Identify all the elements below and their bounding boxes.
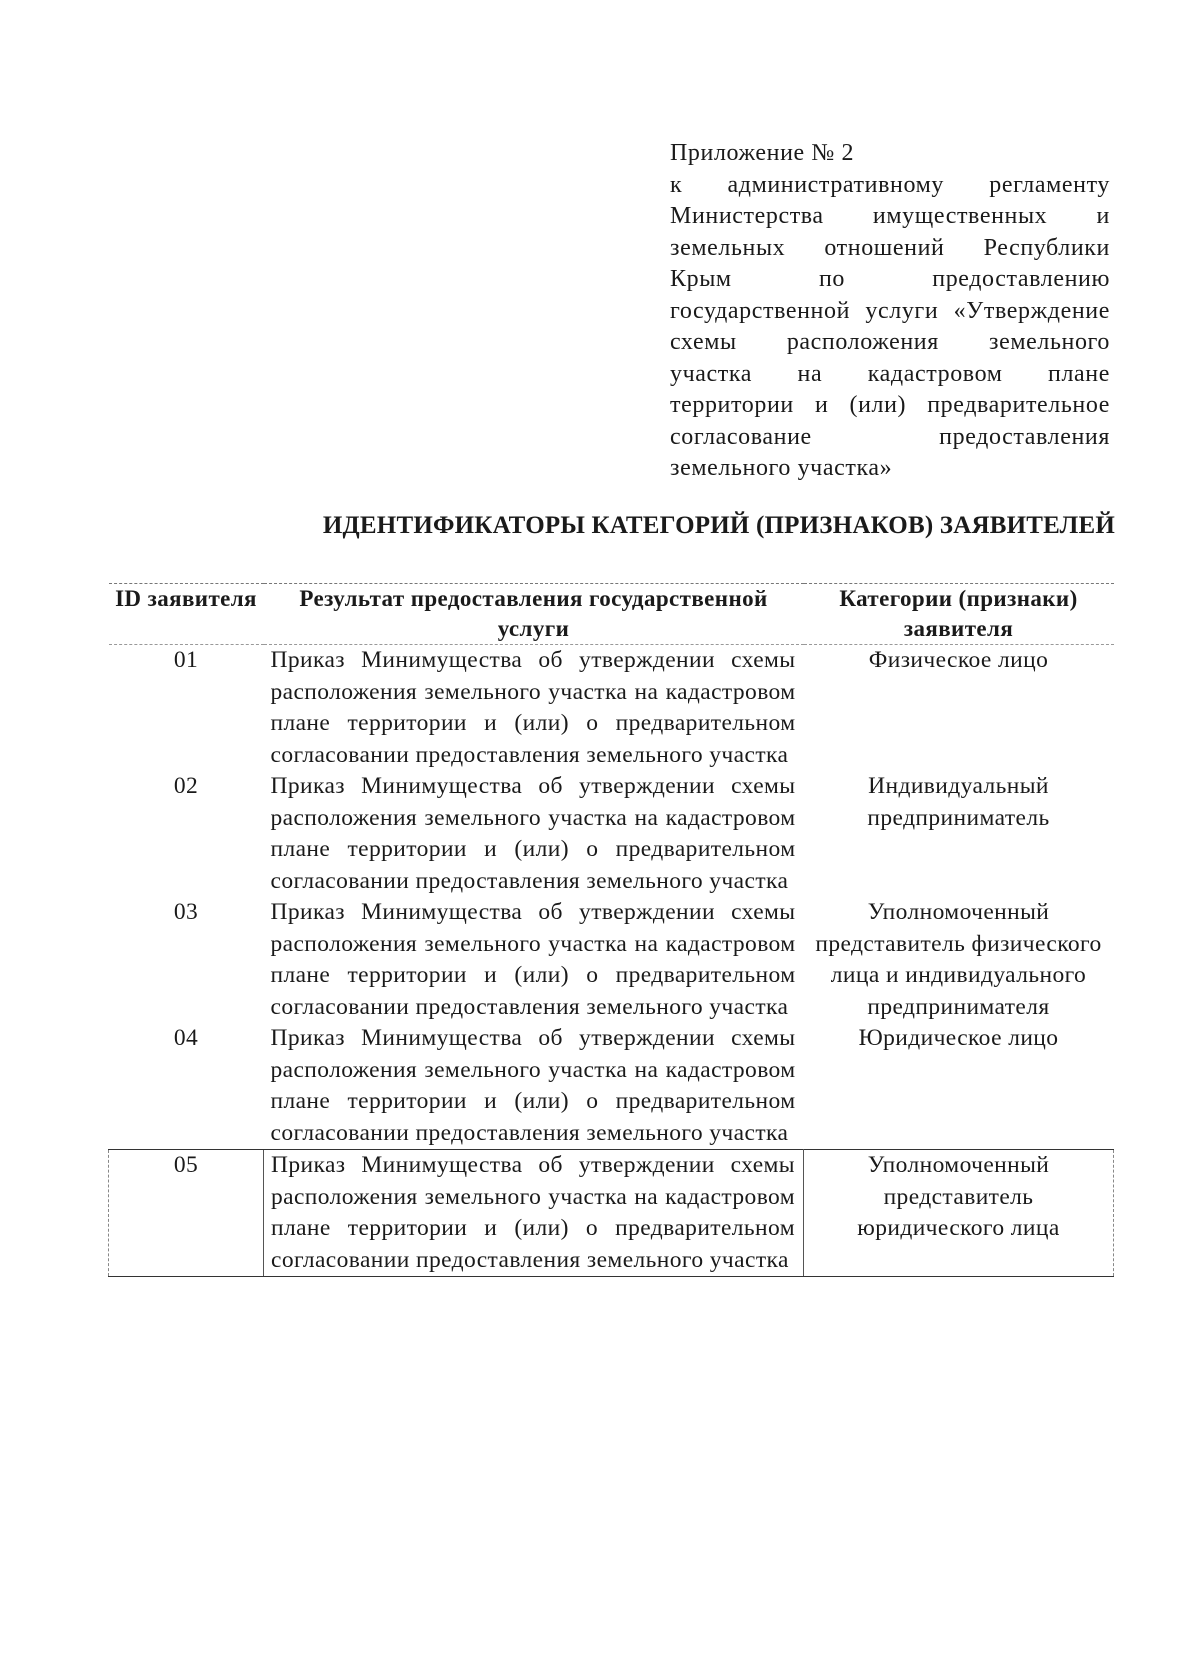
row-id: 02 xyxy=(173,773,199,799)
table-row xyxy=(109,645,1114,772)
row-result: Приказ Минимущества об утверждении схемы расположения земельного участка на кадастровом плане территории и (или) о предварительном согласовании предоставления земельного участка xyxy=(270,899,796,1020)
table-row xyxy=(109,1150,1114,1277)
row-result: Приказ Минимущества об утверждении схемы расположения земельного участка на кадастровом плане территории и (или) о предварительном согласовании предоставления земельного участка xyxy=(270,647,796,768)
row-id: 04 xyxy=(173,1025,199,1051)
row-category: Индивидуальный предприниматель xyxy=(867,773,1050,831)
table-row xyxy=(109,771,1114,897)
appendix-text: к административному регламенту Министерства имущественных и земельных отношений Республики Крым по предоставлению государственной услуги «Утверждение схемы расположения земельного участка на кадастровом плане территории и (или) предварительное согласование предоставления земельного участка» xyxy=(670,171,1110,481)
appendix-number: Приложение № 2 xyxy=(670,140,855,166)
row-id: 05 xyxy=(109,1150,264,1277)
row-result: Приказ Минимущества об утверждении схемы расположения земельного участка на кадастровом плане территории и (или) о предварительном согласовании предоставления земельного участка xyxy=(264,1150,804,1277)
row-category: Уполномоченный представитель физического лица и индивидуального предпринимателя xyxy=(815,899,1102,1020)
table-header-row xyxy=(109,584,1114,645)
applicant-categories-table-wrapper xyxy=(108,583,1113,1277)
row-result: Приказ Минимущества об утверждении схемы расположения земельного участка на кадастровом плане территории и (или) о предварительном согласовании предоставления земельного участка xyxy=(270,1025,796,1146)
appendix-note xyxy=(670,138,1110,485)
row-category: Физическое лицо xyxy=(868,647,1049,673)
document-title: ИДЕНТИФИКАТОРЫ КАТЕГОРИЙ (ПРИЗНАКОВ) ЗАЯВИТЕЛЕЙ xyxy=(322,512,1115,539)
row-id: 03 xyxy=(173,899,199,925)
row-category: Уполномоченный представитель юридического лица xyxy=(804,1150,1114,1277)
table-row xyxy=(109,897,1114,1023)
row-result: Приказ Минимущества об утверждении схемы расположения земельного участка на кадастровом плане территории и (или) о предварительном согласовании предоставления земельного участка xyxy=(270,773,796,894)
table-row xyxy=(109,1023,1114,1150)
header-result: Результат предоставления государственной услуги xyxy=(264,584,804,645)
header-category: Категории (признаки) заявителя xyxy=(804,584,1114,645)
applicant-categories-table xyxy=(108,583,1114,1277)
header-id: ID заявителя xyxy=(109,584,264,645)
row-id: 01 xyxy=(173,647,199,673)
row-category: Юридическое лицо xyxy=(858,1025,1059,1051)
